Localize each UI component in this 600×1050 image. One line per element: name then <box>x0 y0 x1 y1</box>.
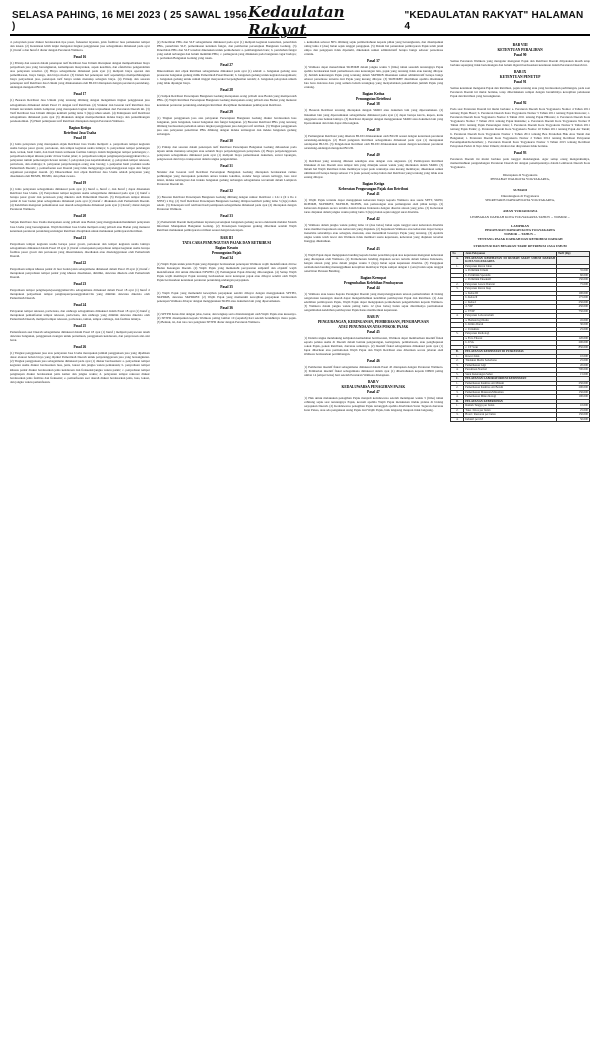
section-title: Bagian Kedua Pemungutan Retribusi Pasal 38 <box>355 92 391 107</box>
section-paragraph: (1) Besaran Retribusi terutang ditetapkan dengan SKRD atau dokumen lain yang dipersamakan. (2) Dokumen lain yang dipersamakan sebagaimana dimaksud pada ayat (1) dapat berupa karcis, kupon, kartu langganan atau bentuk lainnya. (3) Retribusi dipungut dengan menggunakan SKRD atau dokumen lain yang dipersamakan dan tidak dapat diborongkan. <box>303 108 444 125</box>
appendix-title: LAMPIRAN PERATURAN DAERAH KOTA YOGYAKARTA NOMOR ... TAHUN ... TENTANG PAJAK DAERAH DAN RETRIBUSI DAERAH <box>477 223 563 241</box>
section-paragraph: (1) Walikota dapat menerbitkan SKPDKB dalam jangka waktu 5 (lima) tahun sesudah terutangnya Pajak apabila berdasarkan hasil pemeriksaan atau keterangan lain, pajak yang terutang tidak atau kurang dibayar. (2) Jumlah kekurangan Pajak yang terutang dalam SKPDKB dikenakan sanksi administratif berupa bunga sebesar persentase tertentu dari Pajak yang kurang dibayar. (3) SKPDKBT diterbitkan apabila ditemukan data baru dan/atau data yang semula belum terungkap yang menyebabkan penambahan jumlah Pajak yang terutang. <box>303 65 444 90</box>
row-item: PELAYANAN KEBERSIHAN <box>464 399 557 404</box>
row-number: 1. <box>451 404 464 409</box>
row-item: Rawat Jalan <box>464 354 557 359</box>
section-paragraph: Pemanfaatan aset Daerah sebagaimana dimaksud dalam Pasal 18 ayat (1) huruf j meliputi penyewaan tanah dan/atau bangunan, penggunaan ruangan untuk pertemuan, penggunaan kendaraan, dan penyewaan alat-alat berat. <box>10 330 150 343</box>
row-tarif: 60.000 <box>557 273 590 278</box>
row-item: Pemeriksaan Kualitas Air Minum <box>464 381 557 386</box>
row-item: Industri per m3 <box>464 417 557 422</box>
section-paragraph: (1) Wajib Pajak untuk jenis Pajak yang dipungut berdasarkan penetapan Walikota wajib mendaftarkan diri ke Badan Keuangan Daerah. (2) Wajib Pajak yang memenuhi persyaratan subjektif dan objektif wajib mendaftarkan diri untuk diberikan NPWPD. (3) Pemungutan Pajak dilarang diborongkan. (4) Setiap Wajib Pajak wajib membayar Pajak terutang berdasarkan surat ketetapan pajak atau dibayar sendiri oleh Wajib Pajak berdasarkan ketentuan peraturan perundang-undangan perpajakan. <box>156 261 297 282</box>
row-tarif: 75.000 <box>557 282 590 287</box>
section-title: BAB VIII KETENTUAN PERALIHAN Pasal 90 <box>497 43 543 57</box>
column-text <box>10 40 150 384</box>
row-item: PELAYANAN KESEHATAN DI PUSKESMAS <box>464 350 557 355</box>
section-title: Pasal 29 <box>220 109 233 114</box>
page-label: "KEDAULATAN RAKYAT" HALAMAN 4 <box>404 10 584 32</box>
row-number: B. <box>451 350 464 355</box>
row-tarif: 120.000 <box>557 336 590 341</box>
section-title: Pasal 92 <box>513 101 527 106</box>
section-paragraph: (1) Pemungutan Retribusi yang dikelola BLUD dilaksanakan oleh BLUD sesuai dengan ketentuan peraturan perundang-undangan. (2) Hasil pungutan Retribusi sebagaimana dimaksud pada ayat (1) merupakan pendapatan BLUD. (3) Pengelolaan Retribusi oleh BLUD dilaksanakan sesuai dengan ketentuan peraturan perundang-undangan mengenai BLUD. <box>303 133 444 150</box>
signature-gazette: LEMBARAN DAERAH KOTA YOGYAKARTA TAHUN ... NOMOR ... <box>470 215 571 220</box>
section-paragraph: Dikecualikan dari objek Retribusi sebagaimana dimaksud pada ayat (1) adalah: a. bangunan gedung atau prasarana bangunan gedung milik Pemerintah Pusat/Daerah; b. bangunan gedung untuk kegiatan keagamaan; c. bangunan gedung untuk rumah tinggal masyarakat berpenghasilan rendah; d. bangunan pelayanan umum yang tidak dipungut biaya. <box>156 69 297 86</box>
row-number: 2. <box>451 386 464 391</box>
section-title: BAB III TATA CARA PEMUNGUTAN PAJAK DAN RETRIBUSI Bagian Kesatu Pemungutan Pajak Pasal 34 <box>182 235 272 260</box>
column-text <box>304 40 444 413</box>
row-item: c. Urinalisis <box>464 327 557 332</box>
section-title: Pasal 28 <box>220 88 233 93</box>
section-title: Bagian Keempat Pengembalian Kelebihan Pembayaran Pasal 44 <box>343 275 403 290</box>
section-paragraph: (1) Besaran Retribusi Jasa Umum yang terutang dihitung dengan mengalikan tingkat penggunaan jasa sebagaimana dimaksud dalam Pasal 15 dengan tarif Retribusi. (2) Struktur dan besaran tarif Retribusi Jasa Umum tercantum dalam Lampiran yang merupakan bagian tidak terpisahkan dari Peraturan Daerah ini. (3) Tarif Retribusi Jasa Umum ditinjau kembali paling lama 3 (tiga) tahun sekali. (4) Peninjauan tarif Retribusi sebagaimana dimaksud pada ayat (3) dilakukan dengan memperhatikan indeks harga dan perkembangan perekonomian. (5) Hasil peninjauan tarif Retribusi ditetapkan dengan Peraturan Walikota. <box>10 98 150 123</box>
section-title: Pasal 20 <box>73 214 87 219</box>
section-title: Pasal 36 <box>220 305 233 310</box>
signature-promulgated: Diundangkan di Yogyakarta <box>501 194 540 199</box>
section-paragraph: (1) Wajib Pajak dapat mengajukan banding kepada badan peradilan pajak atas keputusan mengenai keberatan yang ditetapkan oleh Walikota. (2) Permohonan banding diajukan secara tertulis dalam bahasa Indonesia, dengan alasan yang jelas dalam jangka waktu 3 (tiga) bulan sejak keputusan diterima. (3) Pengajuan permohonan banding menangguhkan kewajiban membayar Pajak sampai dengan 1 (satu) bulan sejak tanggal penerbitan Putusan Banding. <box>303 252 444 273</box>
row-tarif: 45.000 <box>557 318 590 323</box>
section-paragraph: (1) SPTPD harus diisi dengan jelas, benar, dan lengkap serta ditandatangani oleh Wajib Pajak atau kuasanya. (2) SPTPD disampaikan kepada Walikota paling lambat 10 (sepuluh) hari setelah berakhirnya masa pajak. (3) Bentuk, isi, dan tata cara pengisian SPTPD diatur dengan Peraturan Walikota. <box>156 311 297 324</box>
row-item: d. VIP <box>464 305 557 310</box>
row-item: a. Foto Thorax <box>464 336 557 341</box>
column-1 <box>10 40 150 1048</box>
row-item: Persalinan Normal <box>464 368 557 373</box>
section-paragraph: (1) Walikota atau kuasa Kepala Perangkat Daerah yang menyelenggarakan urusan pemerintahan di bidang pengelolaan keuangan daerah dapat mengembalikan kelebihan pembayaran Pajak dan Retribusi. (2) Atas kelebihan pembayaran Pajak, Wajib Pajak dapat mengajukan permohonan pengembalian kepada Walikota. (3) Walikota dalam jangka waktu paling lama 12 (dua belas) bulan sejak diterimanya permohonan pengembalian kelebihan pembayaran Pajak harus memberikan keputusan. <box>303 291 444 312</box>
table-row <box>451 417 590 422</box>
signature-block <box>450 173 590 220</box>
signature-name2: AMAN YURIADIJAYA <box>502 208 538 213</box>
section-title: Bagian Ketiga Retribusi Jasa Usaha Pasal 18 <box>63 125 97 140</box>
row-tarif: 175.000 <box>557 296 590 301</box>
page-header <box>10 3 590 39</box>
row-item: b. Kimia Darah <box>464 323 557 328</box>
column-3 <box>304 40 444 1048</box>
row-number: 3. <box>451 413 464 418</box>
row-item: Toko / Kios per bulan <box>464 408 557 413</box>
column-2 <box>157 40 297 1048</box>
section-title: Pasal 40 <box>367 152 380 157</box>
section-paragraph: (1) Pemerintah Daerah menyediakan layanan persetujuan bangunan gedung secara elektronik melalui Sistem Informasi Manajemen Bangunan Gedung. (2) Persetujuan bangunan gedung diberikan setelah Wajib Retribusi melakukan pembayaran retribusi sesuai dengan ketetapan. <box>156 220 297 233</box>
row-tarif: 35.000 <box>557 269 590 274</box>
section-title: BAB IX KETENTUAN PENUTUP Pasal 91 <box>499 70 541 85</box>
section-title: BAB V KEDALUWARSA PENAGIHAN PAJAK Pasal 47 <box>341 380 406 395</box>
row-tarif: 15.000 <box>557 372 590 377</box>
row-number: 4. <box>451 395 464 400</box>
section-paragraph: Penyediaan tempat penginapan/pesanggrahan/vila sebagaimana dimaksud dalam Pasal 18 ayat (1) huruf d merupakan penyediaan tempat penginapan/pesanggrahan/vila yang dimiliki dan/atau dikelola oleh Pemerintah Daerah. <box>10 287 150 301</box>
row-item: PELAYANAN KESEHATAN DI RUMAH SAKIT UMUM DAERAH KOTA YOGYAKARTA <box>465 255 555 264</box>
row-tarif: 850.000 <box>557 345 590 350</box>
row-number: 3. <box>451 363 464 368</box>
row-item: Pelayanan Radiologi <box>464 332 557 337</box>
section-title: Pasal 27 <box>220 63 233 68</box>
row-item: a. Hematologi Rutin <box>464 318 557 323</box>
row-number: C. <box>451 377 464 382</box>
row-number: 2. <box>451 282 464 287</box>
section-paragraph: (1) Dalam rangka mendukung kebijakan kemudahan berinvestasi, Walikota dapat memberikan insentif fiskal kepada pelaku usaha di Daerah dalam bentuk pengurangan, keringanan, pembebasan, atau penghapusan pokok Pajak, pokok Retribusi, dan/atau sanksinya. (2) Insentif fiskal sebagaimana dimaksud pada ayat (1) dapat diberikan atas permohonan Wajib Pajak dan Wajib Retribusi atau diberikan secara jabatan oleh Walikota berdasarkan pertimbangan. <box>303 335 444 357</box>
row-tarif: 25.000 <box>557 327 590 332</box>
section-title: Pasal 19 <box>73 181 87 186</box>
columns-container <box>10 40 590 1048</box>
section-title: Pasal 30 <box>220 138 233 143</box>
section-title: Pasal 17 <box>73 92 87 97</box>
signature-role2: SEKRETARIS DAERAH KOTA YOGYAKARTA, <box>485 198 555 203</box>
section-title: Pasal 35 <box>220 284 233 289</box>
row-tarif: 250.000 <box>557 300 590 305</box>
row-number: 4. <box>451 368 464 373</box>
row-tarif: 10.000 <box>557 354 590 359</box>
section-paragraph: (1) Jenis pelayanan sebagaimana dimaksud pada ayat (1) huruf a, huruf c, dan huruf j dapat dikenakan Retribusi Jasa Usaha. (2) Penyediaan tempat kegiatan usaha sebagaimana dimaksud pada ayat (1) huruf a berupa pasar grosir dan pertokoan yang dikelola oleh Pemerintah Daerah. (3) Penyediaan tempat khusus parkir di luar badan jalan sebagaimana dimaksud pada ayat (1) huruf c dilakukan oleh Pemerintah Daerah. (4) Kelebihan mengenai pemanfaatan aset daerah sebagaimana dimaksud pada ayat (1) huruf j diatur dengan Peraturan Walikota. <box>10 187 150 212</box>
row-number: 4. <box>451 314 464 319</box>
row-number: A. <box>451 256 464 264</box>
section-paragraph: Subjek Retribusi Jasa Usaha merupakan orang pribadi atau Badan yang menggunakan/menikmati pelayanan Jasa Usaha yang bersangkutan. Wajib Retribusi Jasa Usaha meliputi orang pribadi atau Badan yang menurut ketentuan peraturan perundang-undangan Retribusi diwajibkan untuk melakukan pembayaran Retribusi. <box>10 220 150 233</box>
section-title: Pasal 25 <box>73 324 87 329</box>
row-item: Pelayanan Laboratorium <box>464 314 557 319</box>
row-tarif: 150.000 <box>557 413 590 418</box>
row-item: Pemeriksaan Mikrobiologi <box>464 395 557 400</box>
row-item: c. Kelas I <box>464 300 557 305</box>
row-number: D. <box>451 399 464 404</box>
row-item: Hotel / Restoran per bulan <box>464 413 557 418</box>
row-tarif: 750.000 <box>557 309 590 314</box>
section-title: Pasal 33 <box>220 214 233 219</box>
column-text <box>157 40 297 324</box>
row-tarif: 10.000 <box>557 404 590 409</box>
tariff-table-header: Tarif (Rp) <box>557 252 590 257</box>
section-title: Pasal 16 <box>73 55 87 60</box>
row-item: Tindakan Medis Sederhana <box>464 359 557 364</box>
row-item: Pemeriksaan Gigi <box>464 363 557 368</box>
row-item: b. USG <box>464 341 557 346</box>
section-paragraph: (1) Wajib Pajak yang memenuhi kewajiban perpajakan sendiri dibayar dengan menggunakan SPTPD, SKPDKB, dan/atau SKPDKBT. (2) Wajib Pajak yang memenuhi kewajiban perpajakan berdasarkan penetapan Walikota dibayar dengan menggunakan SKPD atau dokumen lain yang dipersamakan. <box>156 290 297 303</box>
row-number: 3. <box>451 390 464 395</box>
row-item: Pelayanan Rawat Jalan <box>464 264 557 269</box>
row-tarif: 30.000 <box>557 323 590 328</box>
table-row <box>451 256 590 264</box>
column-4 <box>450 40 590 1048</box>
section-title: Pasal 24 <box>73 303 87 308</box>
section-paragraph: (1) Tingkat penggunaan jasa atas pelayanan Persetujuan Bangunan Gedung diukur berdasarkan luas bangunan, jenis bangunan, lokasi bangunan dan fungsi bangunan. (2) Besaran Retribusi PBG yang terutang dihitung berdasarkan perkalian antara tingkat penggunaan jasa dengan tarif retribusi. (3) Tingkat penggunaan jasa atas pelayanan penerbitan PBG dihitung dengan indeks terintegrasi dan indeks bangunan gedung terbangun. <box>156 115 297 136</box>
signature-name: SUMADI <box>513 187 527 192</box>
row-tarif: 200.000 <box>557 386 590 391</box>
row-tarif: 50.000 <box>557 417 590 422</box>
row-tarif: 150.000 <box>557 278 590 283</box>
section-title: Pasal 46 <box>367 359 380 364</box>
section-title: Bagian Ketiga Keberatan Pengurangan Pajak dan Retribusi Pasal 41 <box>338 182 409 197</box>
section-paragraph: Pada saat Peraturan Daerah ini mulai berlaku: a. Peraturan Daerah Kota Yogyakarta Nomor 4 Tahun 2011 tentang Pajak Hotel; b. Peraturan Daerah Kota Yogyakarta Nomor 5 Tahun 2011 tentang Pajak Restoran; c. Peraturan Daerah Kota Yogyakarta Nomor 6 Tahun 2011 tentang Pajak Hiburan; d. Peraturan Daerah Kota Yogyakarta Nomor 7 Tahun 2011 tentang Pajak Reklame; e. Peraturan Daerah Kota Yogyakarta Nomor 8 Tahun 2011 tentang Pajak Penerangan Jalan; f. Peraturan Daerah Kota Yogyakarta Nomor 9 Tahun 2011 tentang Pajak Parkir; g. Peraturan Daerah Kota Yogyakarta Nomor 10 Tahun 2011 tentang Pajak Air Tanah; h. Peraturan Daerah Kota Yogyakarta Nomor 1 Tahun 2011 tentang Bea Perolehan Hak Atas Tanah dan Bangunan; i. Peraturan Daerah Kota Yogyakarta Nomor 2 Tahun 2012 tentang Retribusi Pelayanan Persampahan/Kebersihan; j. Peraturan Daerah Kota Yogyakarta Nomor 3 Tahun 2015 tentang Retribusi Pelayanan Parkir di Tepi Jalan Umum; dicabut dan dinyatakan tidak berlaku. <box>450 107 590 148</box>
row-item: Pelayanan Rawat Inap <box>464 287 557 292</box>
section-paragraph: (1) Retribusi yang terutang dilunasi sekaligus atau dengan cara angsuran. (2) Pembayaran Retribusi dilakukan di kas Daerah atau tempat lain yang ditunjuk sesuai waktu yang ditentukan dalam SKRD. (3) Dalam hal Wajib Retribusi tidak membayar tepat pada waktunya atau kurang membayar, dikenakan sanksi administratif berupa bunga sebesar 1% (satu persen) setiap bulan dari Retribusi yang terutang yang tidak atau kurang dibayar. <box>303 158 444 180</box>
row-item: b. Kelas II <box>464 296 557 301</box>
row-tarif: 150.000 <box>557 390 590 395</box>
section-title: Pasal 31 <box>220 163 233 168</box>
section-title: Pasal 23 <box>73 281 87 286</box>
row-tarif <box>557 256 590 264</box>
section-paragraph: (1) Walikota dalam jangka waktu paling lama 12 (dua belas) bulan sejak tanggal surat keberatan diterima harus memberi keputusan atas keberatan yang diajukan. (2) Keputusan Walikota atas keberatan dapat berupa menerima seluruhnya atau sebagian, menolak, atau menambah besarnya Pajak yang terutang. (3) Apabila jangka waktu telah lewat dan Walikota tidak memberi suatu keputusan, keberatan yang diajukan tersebut dianggap dikabulkan. <box>303 223 444 244</box>
row-number: 4. <box>451 417 464 422</box>
section-paragraph: (2) Penerbitan PBG dan SLF sebagaimana dimaksud pada ayat (1) meliputi kegiatan konsultasi, penerbitan PBG, penerbitan SLF, pemeriksaan kelaikan fungsi, dan pemberian persetujuan Bangunan Gedung. (3) Penerbitan PBG dan SLF tersebut dikenakan untuk permohonan: a. pembangunan baru; b. perubahan fungsi yang sudah terbangun dan belum memiliki PBG; c. pemugaran yang dilakukan pada bangunan cagar budaya; d. perbaikan Bangunan Gedung yang rusak. <box>156 40 297 61</box>
signature-place: Ditetapkan di Yogyakarta <box>502 172 538 177</box>
section-title: Pasal 32 <box>220 189 233 194</box>
section-paragraph: Semua ketentuan mengenai Pajak dan Retribusi, pajak terutang atau yang berdasarkan perhitungan, pada saat Peraturan Daerah ini mulai berlaku, tetap diberlakukan sampai dengan berakhirnya kewajiban pelunasan Pajak dan Retribusi yang bersangkutan. <box>450 86 590 99</box>
row-item: a. Poliklinik Umum <box>464 269 557 274</box>
row-number: 2. <box>451 408 464 413</box>
section-paragraph: (1) Subjek Retribusi Persetujuan Bangunan Gedung merupakan orang pribadi atau Badan yang memperoleh PBG. (2) Wajib Retribusi Persetujuan Bangunan Gedung merupakan orang pribadi atau Badan yang menurut ketentuan peraturan perundang-undangan Retribusi diwajibkan melakukan pembayaran Retribusi. <box>156 94 297 107</box>
row-number: 5. <box>451 372 464 377</box>
row-number: 2. <box>451 359 464 364</box>
row-item: e. VVIP <box>464 309 557 314</box>
row-item: Surat Keterangan Sehat <box>464 372 557 377</box>
row-item: a. Kelas III <box>464 291 557 296</box>
section-paragraph: (1) Hak untuk melakukan penagihan Pajak menjadi kedaluwarsa setelah melampaui waktu 5 (lima) tahun terhitung sejak saat terutangnya Pajak, kecuali apabila Wajib Pajak melakukan tindak pidana di bidang perpajakan Daerah. (2) Kedaluwarsa penagihan Pajak tertangguh apabila diterbitkan Surat Teguran dan/atau Surat Paksa, atau ada pengakuan utang Pajak dari Wajib Pajak, baik langsung maupun tidak langsung. <box>303 396 444 413</box>
section-paragraph: (1) Wajib Pajak tertentu dapat mengajukan keberatan hanya kepada Walikota atas suatu SPPT, SKPD, SKPDKB, SKPDKBT, SKPDLB, SKPDN, dan pemotongan atau pemungutan oleh pihak ketiga. (2) Keberatan diajukan secara tertulis dalam bahasa Indonesia dengan disertai alasan yang jelas. (3) Keberatan harus diajukan dalam jangka waktu paling lama 3 (tiga) bulan sejak tanggal surat diterima. <box>303 198 444 215</box>
section-title: BAB IV PENGURANGAN, KERINGANAN, PEMBEBASAN, PENGHAPUSAN ATAU PENUNDAAN ATAS POKOK PAJAK Pasal 45 <box>317 314 429 334</box>
section-paragraph: Semua Peraturan Walikota yang mengatur mengenai Pajak dan Retribusi Daerah dinyatakan masih tetap berlaku sepanjang tidak bertentangan dan belum diganti berdasarkan ketentuan dalam Peraturan Daerah ini. <box>450 59 590 68</box>
section-title: Pasal 43 <box>367 246 380 251</box>
section-title: Pasal 42 <box>367 217 380 222</box>
column-text <box>450 43 590 422</box>
section-paragraph: Penyediaan tempat khusus parkir di luar badan jalan sebagaimana dimaksud dalam Pasal 18 ayat (1) huruf c merupakan penyediaan tempat parkir yang khusus disediakan, dimiliki, dan/atau dikelola oleh Pemerintah Daerah. <box>10 266 150 279</box>
section-paragraph: Peraturan Daerah ini mulai berlaku pada tanggal diundangkan. Agar setiap orang mengetahuinya, memerintahkan pengundangan Peraturan Daerah ini dengan penempatannya dalam Lembaran Daerah Kota Yogyakarta. <box>450 156 590 169</box>
row-number: 3. <box>451 287 464 292</box>
row-item: c. CT Scan <box>464 345 557 350</box>
row-item: Pelayanan Gawat Darurat <box>464 282 557 287</box>
section-paragraph: Penyediaan tempat kegiatan usaha berupa pasar grosir, pertokoan dan tempat kegiatan usaha lainnya sebagaimana dimaksud dalam Pasal 18 ayat (1) huruf a merupakan penyediaan tempat kegiatan usaha berupa fasilitas pasar grosir dan pertokoan yang dikontrakkan, disediakan atau diselenggarakan oleh Pemerintah Daerah. <box>10 241 150 258</box>
row-tarif: 200.000 <box>557 341 590 346</box>
section-paragraph: Struktur dan besaran tarif Retribusi Persetujuan Bangunan Gedung ditetapkan berdasarkan rumus perhitungan yang merupakan perkalian antara indeks lokalitas, standar harga satuan tertinggi, luas total lantai, indeks terintegrasi dan indeks bangunan gedung terbangun sebagaimana tercantum dalam Lampiran Peraturan Daerah ini. <box>156 169 297 187</box>
section-paragraph: (1) Tingkat penggunaan jasa atas pelayanan Jasa Usaha merupakan jumlah penggunaan jasa yang dijadikan dasar alokasi beban biaya yang dipikul Pemerintah Daerah untuk penyelenggaraan jasa yang bersangkutan. (2) Tingkat penggunaan jasa sebagaimana dimaksud pada ayat (1) diukur berdasarkan: a. penyediaan tempat kegiatan usaha diukur berdasarkan luas, jenis, lokasi dan jangka waktu pemakaian; b. penyediaan tempat khusus parkir diukur berdasarkan jenis kendaraan dan frekuensi/jangka waktu parkir; c. penyediaan tempat penginapan diukur berdasarkan jenis kamar dan jangka waktu; d. pelayanan tempat rekreasi diukur berdasarkan jenis fasilitas dan frekuensi; e. pemanfaatan aset daerah diukur berdasarkan jenis, luas, lokasi, dan jangka waktu pemanfaatan. <box>10 351 150 384</box>
signature-role: PENJABAT WALIKOTA YOGYAKARTA, <box>490 177 550 182</box>
row-number: 1. <box>451 381 464 386</box>
section-paragraph: (1) Besaran Retribusi Persetujuan Bangunan Gedung dihitung dengan rumus: Retribusi = LLt x (It x Ilo x SHST) x Ibg. (2) Tarif Retribusi Persetujuan Bangunan Gedung ditinjau kembali paling lama 3 (tiga) tahun sekali. (3) Penetapan tarif retribusi hasil peninjauan sebagaimana dimaksud pada ayat (2) ditetapkan dengan Peraturan Walikota. <box>156 195 297 212</box>
section-title: Pasal 39 <box>367 127 380 132</box>
row-item: PELAYANAN LABORATORIUM KESEHATAN <box>464 377 557 382</box>
section-title: Pasal 37 <box>367 59 380 64</box>
row-tarif: 100.000 <box>557 395 590 400</box>
row-tarif: 100.000 <box>557 291 590 296</box>
tariff-table-header: No <box>451 252 464 257</box>
row-tarif: 250.000 <box>557 381 590 386</box>
section-paragraph: (1) Pemberian insentif fiskal sebagaimana dimaksud dalam Pasal 45 ditetapkan dengan Peraturan Walikota. (2) Pemberian insentif fiskal sebagaimana dimaksud dalam ayat (1) diberitahukan kepada DPRD paling lambat 14 (empat belas) hari setelah Peraturan Walikota ditetapkan. <box>303 365 444 378</box>
issue-date: SELASA PAHING, 16 MEI 2023 ( 25 SAWAL 1956 ) <box>12 10 247 32</box>
section-paragraph: (1) Jenis pelayanan yang merupakan objek Retribusi Jasa Usaha meliputi: a. penyediaan tempat kegiatan usaha berupa pasar grosir, pertokoan, dan tempat kegiatan usaha lainnya; b. penyediaan tempat pelelangan ikan, ternak, hasil bumi, dan hasil hutan termasuk fasilitas lainnya dalam lingkungan tempat pelelangan; c. penyediaan tempat khusus parkir di luar badan jalan; d. penyediaan tempat penginapan/pesanggrahan/vila; e. pelayanan rumah pemotongan hewan ternak; f. pelayanan jasa kepelabuhanan; g. pelayanan tempat rekreasi, pariwisata, dan olahraga; h. pelayanan penyeberangan orang atau barang; i. penjualan hasil produksi usaha Pemerintah Daerah; j. pemanfaatan aset Daerah yang tidak mengganggu penyelenggaraan tugas dan fungsi organisasi perangkat daerah. (2) Dikecualikan dari objek Retribusi Jasa Usaha adalah pelayanan yang disediakan oleh BUMN, BUMD, dan pihak swasta. <box>10 141 150 179</box>
row-number: 5. <box>451 332 464 337</box>
row-item: Pemeriksaan Makanan/Minuman <box>464 390 557 395</box>
section-title: Pasal 26 <box>73 345 87 350</box>
row-tarif: 450.000 <box>557 305 590 310</box>
section-title: Pasal 22 <box>73 260 87 265</box>
masthead-logo: Kedaulatan Rakyat <box>248 3 345 39</box>
section-title: Pasal 21 <box>73 235 87 240</box>
section-paragraph: Pelayanan tempat rekreasi, pariwisata, dan olahraga sebagaimana dimaksud dalam Pasal 18 ayat (1) huruf g merupakan pemanfaatan tempat rekreasi, pariwisata, dan olahraga yang dimiliki dan/atau dikelola oleh Pemerintah Daerah, meliputi tempat rekreasi, pariwisata, taman, tempat olahraga, dan fasilitas lainnya. <box>10 309 150 322</box>
row-item: Pemeriksaan Kualitas Air Bersih <box>464 386 557 391</box>
row-number: 1. <box>451 354 464 359</box>
section-paragraph: (1) Prinsip dan sasaran dalam penetapan tarif Retribusi Jasa Umum ditetapkan dengan memperhatikan biaya penyediaan jasa yang bersangkutan, kemampuan masyarakat, aspek keadilan, dan efektivitas pengendalian atas pelayanan tersebut. (2) Biaya sebagaimana dimaksud pada ayat (1) meliputi biaya operasi dan pemeliharaan, biaya bunga, dan biaya modal. (3) Dalam hal penetapan tarif sepenuhnya memperhitungkan biaya penyediaan jasa, penetapan tarif hanya untuk menutup sebagian biaya. (4) Prinsip dan sasaran penetapan tarif Retribusi Jasa Umum yang dilaksanakan oleh BLUD ditetapkan dengan peraturan perundang-undangan mengenai BLUD. <box>10 61 150 90</box>
section-paragraph: (1) Prinsip dan sasaran dalam penetapan tarif Retribusi Persetujuan Bangunan Gedung didasarkan pada tujuan untuk menutup sebagian atau seluruh biaya penyelenggaraan pelayanan. (2) Biaya penyelenggaraan pelayanan sebagaimana dimaksud pada ayat (1) meliputi biaya pemeriksaan dokumen, survei lapangan, pengawasan dan biaya transportasi dalam rangka pengendalian. <box>156 144 297 161</box>
row-tarif: 25.000 <box>557 408 590 413</box>
tariff-table <box>450 251 590 422</box>
appendix-subtitle: STRUKTUR DAN BESARAN TARIF RETRIBUSI JASA UMUM <box>473 243 567 248</box>
section-paragraph: e. kemudian sebesar 80% dihitung sejak pemberitahuan kepada pihak yang bersangkutan, dan disampaikan paling lama 2 (dua) bulan sejak tanggal pengajuan. (5) Dalam hal penundaan pembayaran Pajak telah jatuh tempo dan pengajuan tidak dipenuhi, dikenakan sanksi administratif berupa bunga sebesar persentase tertentu. <box>303 40 444 57</box>
tariff-table-header: Jenis Pelayanan <box>464 252 557 257</box>
section-paragraph: d. pelayanan pasar diukur berdasarkan tipe pasar, frekuensi layanan, jenis fasilitas/ luas pemakaian tempat dan lokasi. (2) Ketentuan lebih lanjut mengenai tingkat penggunaan jasa sebagaimana dimaksud pada ayat (1) huruf a dan huruf d diatur dengan Peraturan Walikota. <box>10 40 150 53</box>
row-tarif: 700.000 <box>557 368 590 373</box>
row-item: Rumah Tangga per bulan <box>464 404 557 409</box>
row-item: b. Poliklinik Spesialis <box>464 273 557 278</box>
row-item: c. Poliklinik Eksekutif <box>464 278 557 283</box>
row-tarif: 20.000 <box>557 363 590 368</box>
row-tarif: 25.000 <box>557 359 590 364</box>
row-number: 1. <box>451 264 464 269</box>
section-title: Pasal 93 <box>513 150 527 155</box>
